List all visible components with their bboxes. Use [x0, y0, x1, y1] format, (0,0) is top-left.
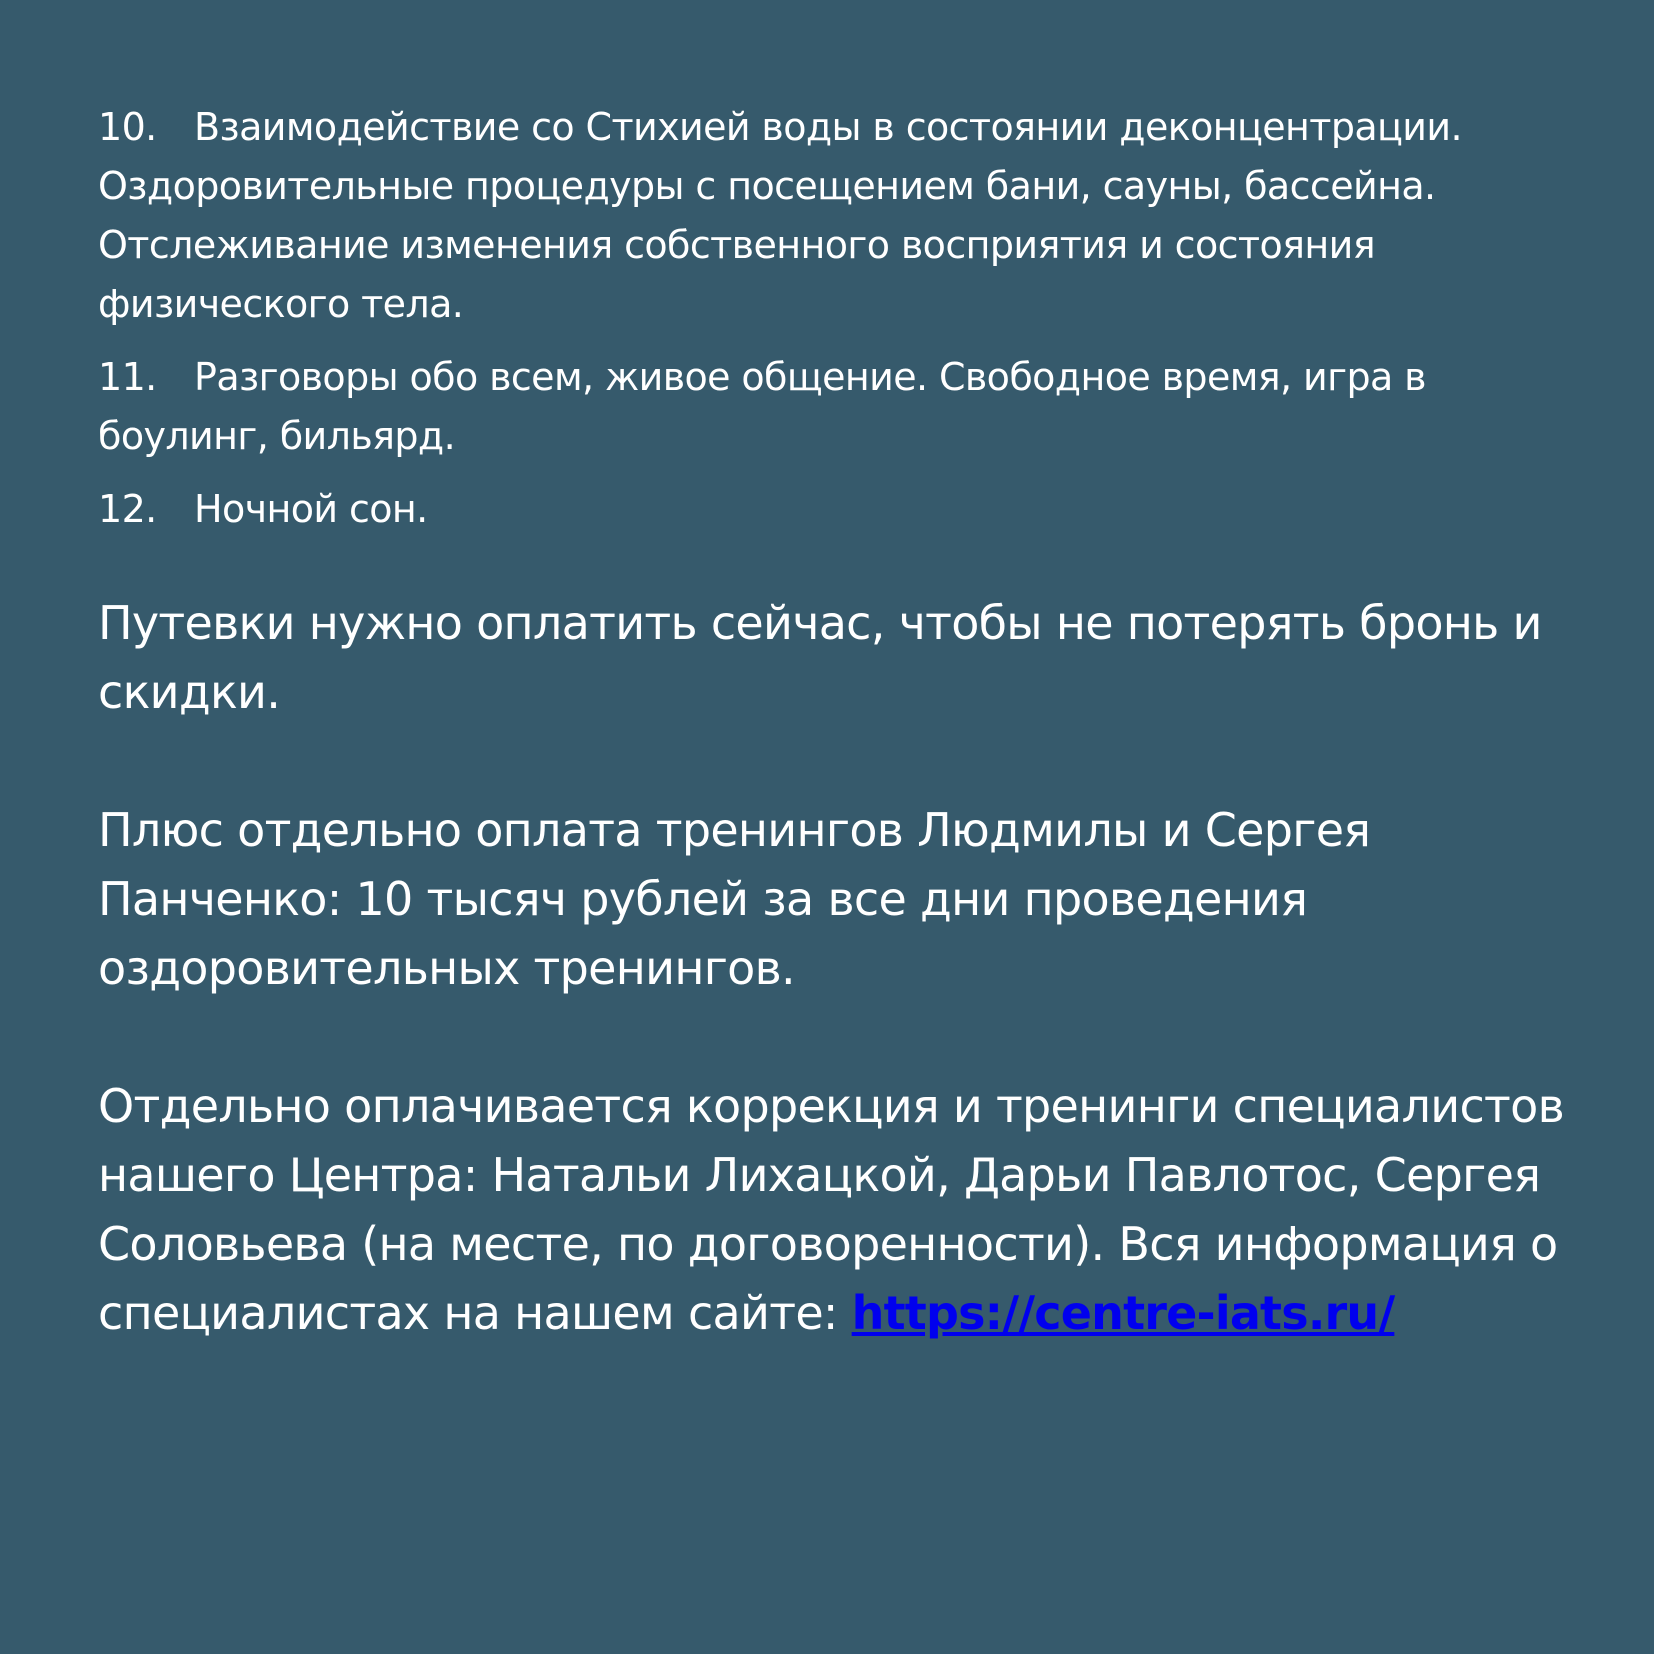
schedule-item — [98, 98, 1564, 334]
schedule-item — [98, 480, 1564, 539]
schedule-item-number: 10. — [98, 105, 157, 149]
schedule-item-text: Ночной сон. — [194, 487, 428, 531]
schedule-item — [98, 348, 1564, 466]
schedule-item-text: Разговоры обо всем, живое общение. Свободное время, игра в боулинг, бильярд. — [98, 355, 1426, 458]
schedule-item-number: 12. — [98, 487, 157, 531]
site-link[interactable]: https://centre-iats.ru/ — [851, 1286, 1395, 1340]
trainings-note: Плюс отдельно оплата тренингов Людмилы и Сергея Панченко: 10 тысяч рублей за все дни проведения оздоровительных тренингов. — [98, 803, 1371, 995]
specialists-note — [98, 1072, 1564, 1348]
schedule-item-number: 11. — [98, 355, 157, 399]
payment-note: Путевки нужно оплатить сейчас, чтобы не потерять бронь и скидки. — [98, 596, 1542, 719]
schedule-list — [98, 98, 1564, 539]
schedule-item-text: Взаимодействие со Стихией воды в состоянии деконцентрации. Оздоровительные процедуры с посещением бани, сауны, бассейна. Отслеживание изменения собственного восприятия и состояния физического тела. — [98, 105, 1462, 326]
specialists-text: Отдельно оплачивается коррекция и тренинги специалистов нашего Центра: Натальи Лихацкой, Дарьи Павлотос, Сергея Соловьева (на месте, по договоренности). Вся информация о специалистах на нашем сайте: — [98, 1079, 1564, 1340]
